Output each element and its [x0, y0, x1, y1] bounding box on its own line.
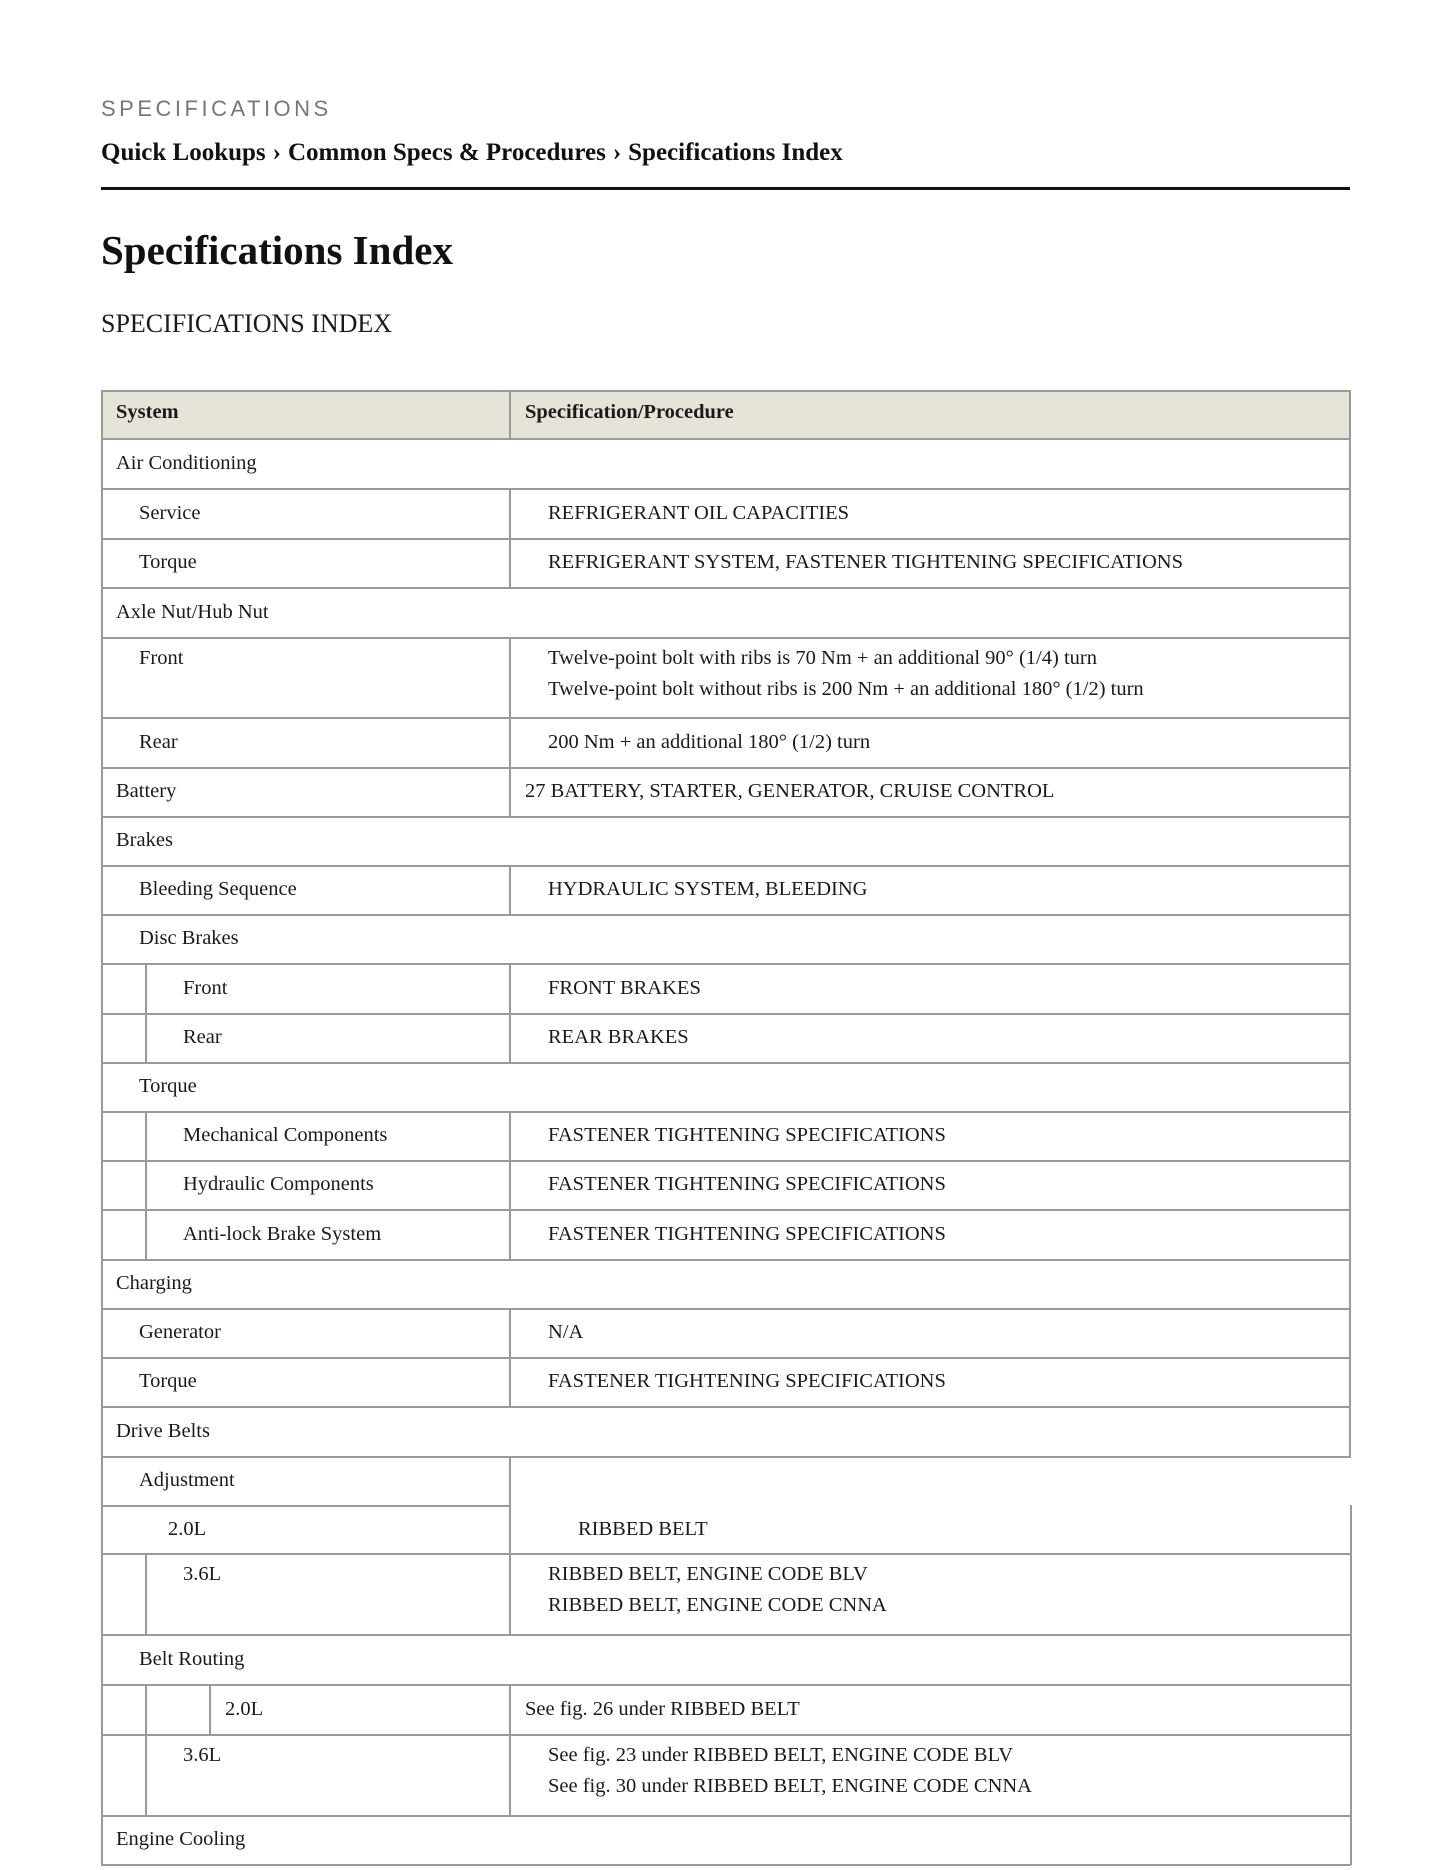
table-row-spec-link[interactable]: FASTENER TIGHTENING SPECIFICATIONS [548, 1124, 946, 1146]
row-divider [101, 1062, 1351, 1064]
specifications-table [101, 0, 1350, 1870]
row-divider [101, 1308, 1351, 1310]
page-title: Specifications Index [101, 227, 453, 273]
row-divider [101, 717, 1351, 719]
table-row-spec-link[interactable]: RIBBED BELT [578, 1518, 708, 1540]
column-divider [509, 1357, 511, 1406]
table-row-system: Air Conditioning [116, 452, 257, 474]
table-row-system: Drive Belts [116, 1420, 210, 1442]
table-row-system: Front [183, 977, 228, 999]
table-row-system: Torque [139, 1075, 197, 1097]
table-row-spec-link[interactable]: HYDRAULIC SYSTEM, BLEEDING [548, 878, 868, 900]
table-row-spec-link[interactable]: See fig. 26 under RIBBED BELT [525, 1698, 800, 1720]
table-row-system: Rear [139, 731, 178, 753]
table-border-right [1349, 390, 1351, 1457]
table-row-spec-link[interactable]: REFRIGERANT SYSTEM, FASTENER TIGHTENING SPECIFICATIONS [548, 551, 1183, 573]
row-divider [101, 816, 1351, 818]
section-title: SPECIFICATIONS INDEX [101, 309, 393, 338]
table-row-spec-link[interactable]: FRONT BRAKES [548, 977, 701, 999]
indent-divider [145, 1013, 147, 1062]
table-row-spec-link[interactable]: Twelve-point bolt with ribs is 70 Nm + an additional 90° (1/4) turn [548, 647, 1097, 669]
column-divider [509, 1209, 511, 1259]
table-row-system: Front [139, 647, 184, 669]
table-row-system: Rear [183, 1026, 222, 1048]
row-divider [101, 914, 1351, 916]
table-row-system: Belt Routing [139, 1648, 245, 1670]
table-row-system: Bleeding Sequence [139, 878, 297, 900]
table-row-system: Anti-lock Brake System [183, 1223, 382, 1245]
indent-divider [145, 1209, 147, 1259]
row-divider [101, 488, 1351, 490]
row-divider [101, 637, 1351, 639]
table-row-system: Charging [116, 1272, 192, 1294]
table-row-spec-link[interactable]: 200 Nm + an additional 180° (1/2) turn [548, 731, 871, 753]
row-divider [101, 963, 1351, 965]
table-border-left [101, 390, 103, 1865]
table-row-spec-link[interactable]: RIBBED BELT, ENGINE CODE BLV [548, 1563, 868, 1585]
row-divider [101, 1160, 1351, 1162]
row-divider [101, 438, 1350, 440]
column-divider [509, 1160, 511, 1209]
row-divider [101, 1209, 1351, 1211]
table-row-system: Mechanical Components [183, 1124, 388, 1146]
column-divider [509, 538, 511, 587]
row-divider [101, 1734, 1351, 1736]
indent-divider [145, 1684, 147, 1734]
row-divider [101, 1684, 1351, 1686]
table-row-system: Brakes [116, 829, 173, 851]
section-kicker: SPECIFICATIONS [101, 96, 332, 121]
indent-divider [145, 1734, 147, 1815]
column-divider [509, 865, 511, 914]
row-divider [101, 1553, 1351, 1555]
table-row-system: Generator [139, 1321, 221, 1343]
table-row-system: 3.6L [183, 1563, 222, 1585]
column-divider [509, 1111, 511, 1160]
column-divider [509, 488, 511, 538]
row-divider [101, 1864, 1351, 1866]
indent-divider [145, 963, 147, 1013]
row-divider [101, 767, 1351, 769]
column-divider [509, 637, 511, 717]
column-header-system: System [116, 401, 179, 423]
column-divider [509, 1456, 511, 1505]
table-row-spec-link[interactable]: RIBBED BELT, ENGINE CODE CNNA [548, 1594, 887, 1616]
row-divider [101, 1013, 1351, 1015]
row-divider [101, 1259, 1351, 1261]
table-row-spec-link[interactable]: Twelve-point bolt without ribs is 200 Nm + an additional 180° (1/2) turn [548, 678, 1144, 700]
table-row-system: Service [139, 502, 201, 524]
row-divider [101, 1357, 1351, 1359]
table-row-system: Engine Cooling [116, 1828, 246, 1850]
breadcrumb-separator: › [612, 139, 622, 166]
table-row-spec-link[interactable]: See fig. 23 under RIBBED BELT, ENGINE CODE BLV [548, 1744, 1014, 1766]
table-row-spec-link[interactable]: FASTENER TIGHTENING SPECIFICATIONS [548, 1173, 946, 1195]
column-divider [509, 1308, 511, 1357]
row-divider [101, 865, 1351, 867]
table-row-system: Hydraulic Components [183, 1173, 374, 1195]
table-row-system: Battery [116, 780, 177, 802]
table-border-top [101, 390, 1350, 392]
table-row-system: 3.6L [183, 1744, 222, 1766]
row-divider [101, 1634, 1351, 1636]
table-row-system: 2.0L [225, 1698, 264, 1720]
row-divider [101, 587, 1351, 589]
indent-divider [145, 1160, 147, 1209]
column-divider [509, 1684, 511, 1734]
table-row-system: Axle Nut/Hub Nut [116, 601, 269, 623]
breadcrumb-item-quick-lookups[interactable]: Quick Lookups [101, 139, 266, 166]
indent-divider [145, 1111, 147, 1160]
row-divider [101, 1406, 1351, 1408]
column-divider [509, 767, 511, 816]
column-divider [509, 963, 511, 1013]
column-divider [509, 1553, 511, 1634]
row-divider [101, 1111, 1351, 1113]
table-row-spec-link[interactable]: N/A [548, 1321, 584, 1343]
table-row-spec-link[interactable]: REAR BRAKES [548, 1026, 689, 1048]
column-divider [509, 1734, 511, 1815]
row-divider [101, 1815, 1351, 1817]
table-row-spec-link[interactable]: See fig. 30 under RIBBED BELT, ENGINE CODE CNNA [548, 1775, 1032, 1797]
table-row-system: Torque [139, 551, 197, 573]
breadcrumb-separator: › [272, 139, 281, 166]
column-header-specification: Specification/Procedure [525, 401, 734, 423]
row-divider [101, 538, 1351, 540]
table-row-system: Torque [139, 1370, 197, 1392]
column-divider [509, 1505, 511, 1553]
column-divider [509, 717, 511, 767]
breadcrumb-item-specifications-index: Specifications Index [628, 139, 843, 166]
column-divider [509, 390, 511, 438]
column-divider [509, 1013, 511, 1062]
table-row-system: 2.0L [168, 1518, 207, 1540]
table-row-spec-link[interactable]: REFRIGERANT OIL CAPACITIES [548, 502, 850, 524]
indent-divider [145, 1553, 147, 1634]
indent-divider [209, 1684, 211, 1734]
row-divider [101, 1505, 511, 1507]
breadcrumb-item-common-specs[interactable]: Common Specs & Procedures [288, 139, 606, 166]
row-divider [101, 1456, 1351, 1458]
table-row-system: Adjustment [139, 1469, 235, 1491]
table-row-spec-link[interactable]: FASTENER TIGHTENING SPECIFICATIONS [548, 1223, 946, 1245]
table-row-spec-link[interactable]: 27 BATTERY, STARTER, GENERATOR, CRUISE CONTROL [525, 780, 1055, 802]
table-row-system: Disc Brakes [139, 927, 239, 949]
table-row-spec-link[interactable]: FASTENER TIGHTENING SPECIFICATIONS [548, 1370, 946, 1392]
